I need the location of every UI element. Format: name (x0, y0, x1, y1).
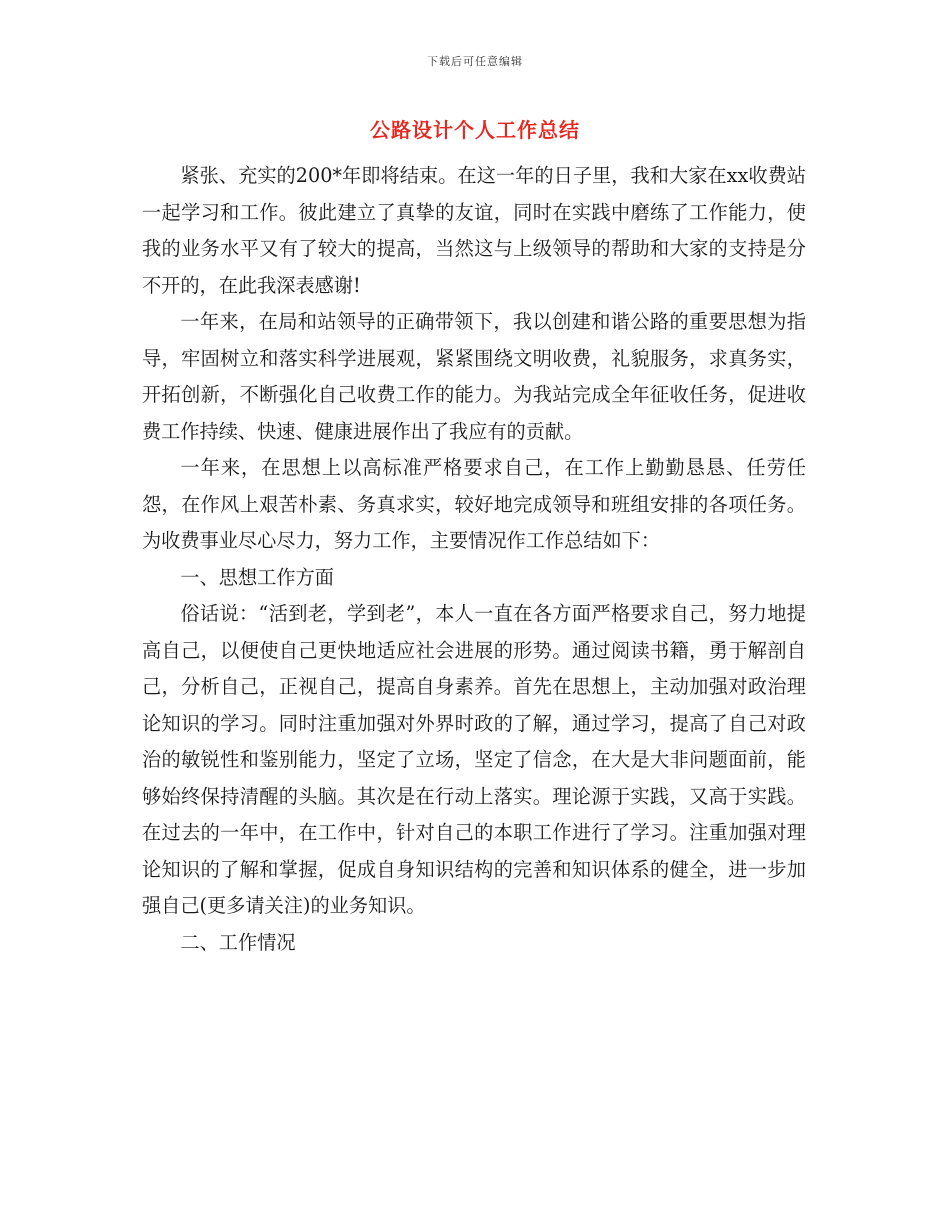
document-body (142, 158, 806, 961)
paragraph-leadership: 一年来，在局和站领导的正确带领下，我以创建和谐公路的重要思想为指导，牢固树立和落实科学进展观，紧紧围绕文明收费，礼貌服务，求真务实，开拓创新，不断强化自己收费工作的能力。为我站完成全年征收任务，促进收费工作持续、快速、健康进展作出了我应有的贡献。 (142, 310, 806, 443)
section-heading-thought: 一、思想工作方面 (180, 565, 334, 589)
section-heading-work: 二、工作情况 (180, 930, 296, 954)
paragraph-attitude: 一年来，在思想上以高标准严格要求自己，在工作上勤勤恳恳、任劳任怨，在作风上艰苦朴素、务真求实，较好地完成领导和班组安排的各项任务。为收费事业尽心尽力，努力工作，主要情况作工作总结如下： (142, 456, 806, 552)
document-title: 公路设计个人工作总结 (370, 118, 580, 142)
paragraph-intro: 紧张、充实的200*年即将结束。在这一年的日子里，我和大家在xx收费站一起学习和工作。彼此建立了真挚的友谊，同时在实践中磨练了工作能力，使我的业务水平又有了较大的提高，当然这与上级领导的帮助和大家的支持是分不开的，在此我深表感谢! (142, 164, 806, 297)
paragraph-thought-work: 俗话说：“活到老，学到老”，本人一直在各方面严格要求自己，努力地提高自己，以便使自己更快地适应社会进展的形势。通过阅读书籍，勇于解剖自己，分析自己，正视自己，提高自身素养。首先在思想上，主动加强对政治理论知识的学习。同时注重加强对外界时政的了解，通过学习，提高了自己对政治的敏锐性和鉴别能力，坚定了立场，坚定了信念，在大是大非问题面前，能够始终保持清醒的头脑。其次是在行动上落实。理论源于实践，又高于实践。在过去的一年中，在工作中，针对自己的本职工作进行了学习。注重加强对理论知识的了解和掌握，促成自身知识结构的完善和知识体系的健全，进一步加强自己(更多请关注)的业务知识。 (142, 602, 806, 917)
header-note: 下载后可任意编辑 (427, 55, 523, 68)
